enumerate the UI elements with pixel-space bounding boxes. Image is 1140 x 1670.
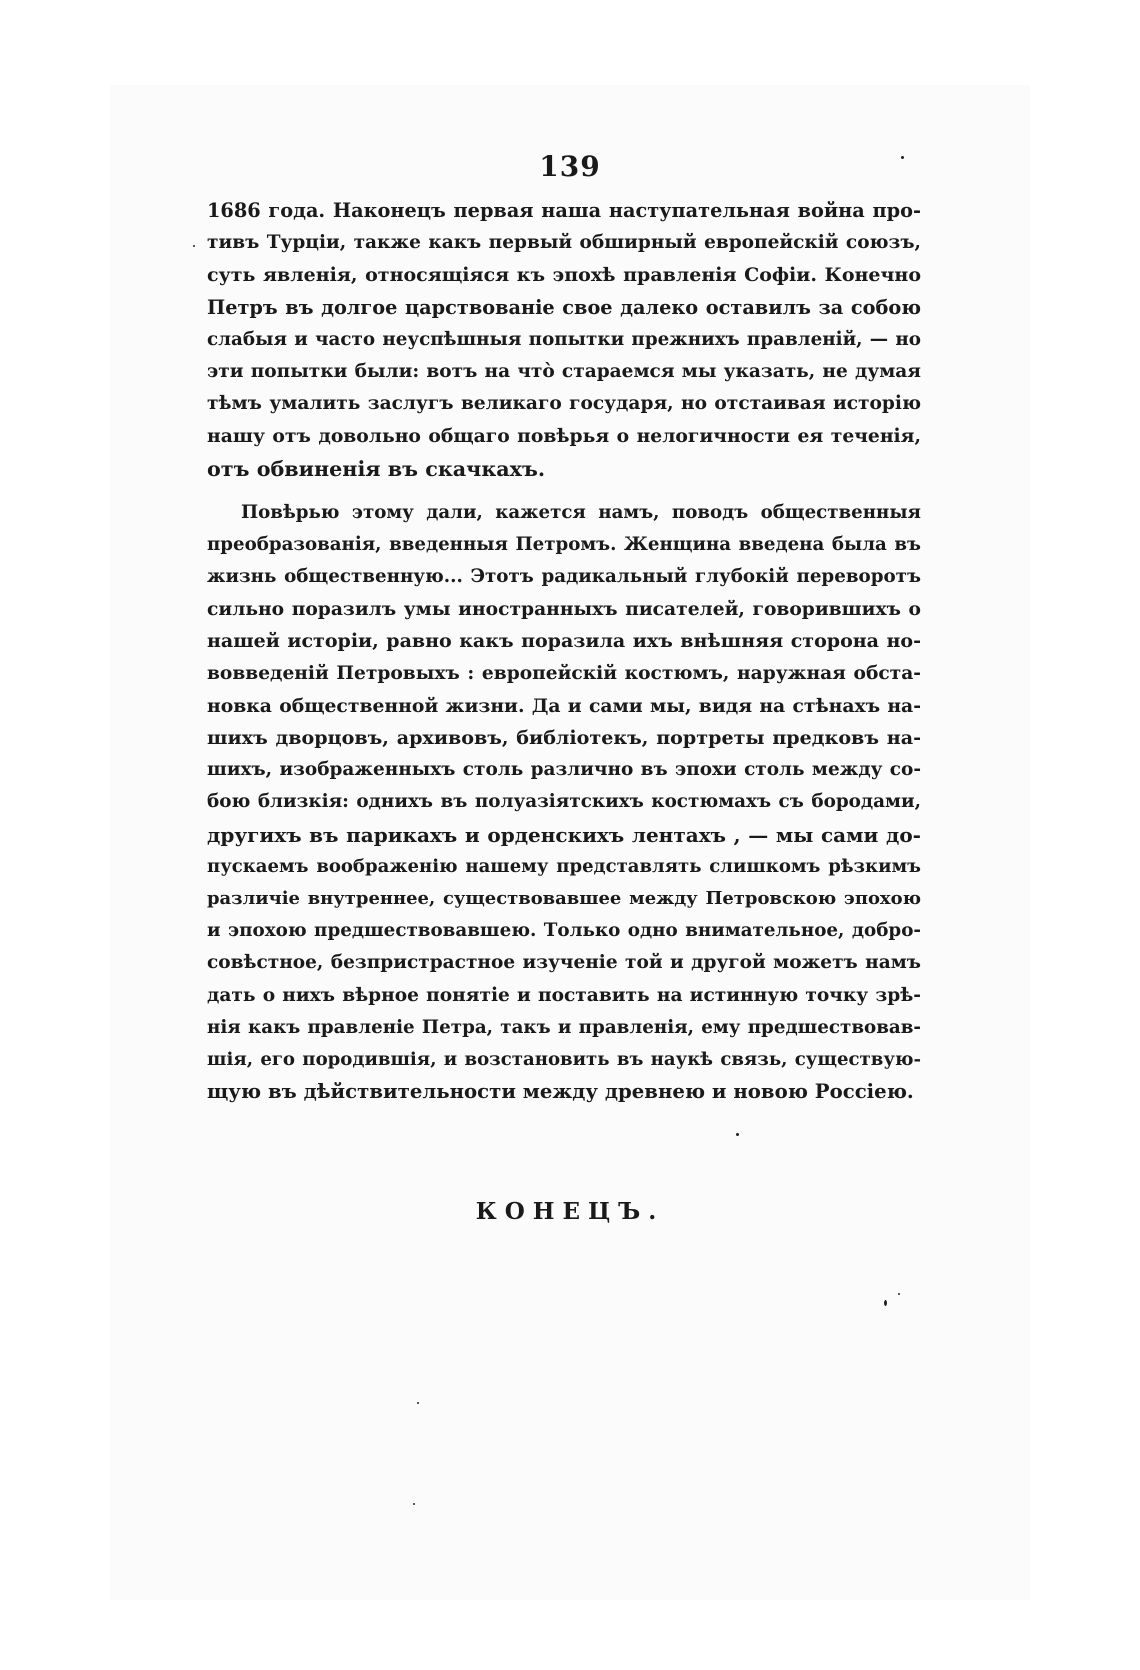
scan-speck (901, 156, 904, 159)
text-line: суть явленія, относящіяся къ эпохѣ правленія Софіи. Конечно (207, 264, 921, 287)
text-line: и эпохою предшествовавшею. Только одно внимательное, добро- (207, 920, 921, 942)
end-mark: КОНЕЦЪ. (475, 1198, 665, 1225)
text-line: нашу отъ довольно общаго повѣрья о нелогичности ея теченія, (207, 425, 921, 448)
page-number: 139 (539, 150, 601, 183)
paragraph-gap (207, 485, 921, 497)
body-text (207, 195, 921, 1108)
text-line: 1686 года. Наконецъ первая наша наступательная война про- (207, 199, 921, 222)
text-line: отъ обвиненія въ скачкахъ. (207, 456, 546, 481)
text-line: тѣмъ умалить заслугъ великаго государя, но отстаивая исторію (207, 393, 921, 415)
text-line: щую въ дѣйствительности между древнею и новою Россіею. (207, 1080, 914, 1104)
text-line: бою близкія: однихъ въ полуазіятскихъ костюмахъ съ бородами, (207, 791, 921, 813)
scan-speck (898, 1293, 900, 1295)
text-line: другихъ въ парикахъ и орденскихъ лентахъ , — мы сами до- (207, 822, 921, 847)
text-line: совѣстное, безпристрастное изученіе той и другой можетъ намъ (207, 952, 921, 974)
text-line: сильно поразилъ умы иностранныхъ писателей, говорившихъ о (207, 598, 921, 621)
text-line: жизнь общественную... Этотъ радикальный глубокій переворотъ (207, 566, 921, 588)
text-line: вовведеній Петровыхъ : европейскій костюмъ, наружная обста- (207, 662, 921, 684)
scan-speck (736, 1133, 739, 1136)
text-line: шія, его породившія, и возстановить въ наукѣ связь, существую- (207, 1048, 921, 1070)
text-line: нія какъ правленіе Петра, такъ и правленія, ему предшествовав- (207, 1016, 921, 1038)
text-line: тивъ Турціи, также какъ первый обширный европейскій союзъ, (207, 232, 921, 254)
text-line: Петръ въ долгое царствованіе свое далеко оставилъ за собою (207, 295, 921, 319)
text-line: шихъ, изображенныхъ столь различно въ эпохи столь между со- (207, 759, 921, 781)
scan-speck (884, 1300, 887, 1306)
scan-speck (193, 245, 195, 247)
text-line: эти попытки были: вотъ на что̀ стараемся мы указать, не думая (207, 360, 921, 382)
text-line: Повѣрью этому дали, кажется намъ, поводъ общественныя (241, 501, 921, 523)
text-line: шихъ дворцовъ, архивовъ, библіотекъ, портреты предковъ на- (207, 726, 921, 749)
text-line: слабыя и часто неуспѣшныя попытки прежнихъ правленій, — но (207, 328, 921, 350)
text-line: пускаемъ воображенію нашему представлять слишкомъ рѣзкимъ (207, 855, 921, 877)
text-line: нашей исторіи, равно какъ поразила ихъ внѣшняя сторона но- (207, 630, 921, 653)
scan-speck (417, 1402, 419, 1404)
text-line: преобразованія, введенныя Петромъ. Женщина введена была въ (207, 533, 921, 555)
text-line: различіе внутреннее, существовавшее между Петровскою эпохою (207, 887, 921, 909)
text-line: дать о нихъ вѣрное понятіе и поставить на истинную точку зрѣ- (207, 984, 921, 1006)
scan-speck (413, 1503, 415, 1505)
text-line: новка общественной жизни. Да и сами мы, видя на стѣнахъ на- (207, 694, 921, 717)
